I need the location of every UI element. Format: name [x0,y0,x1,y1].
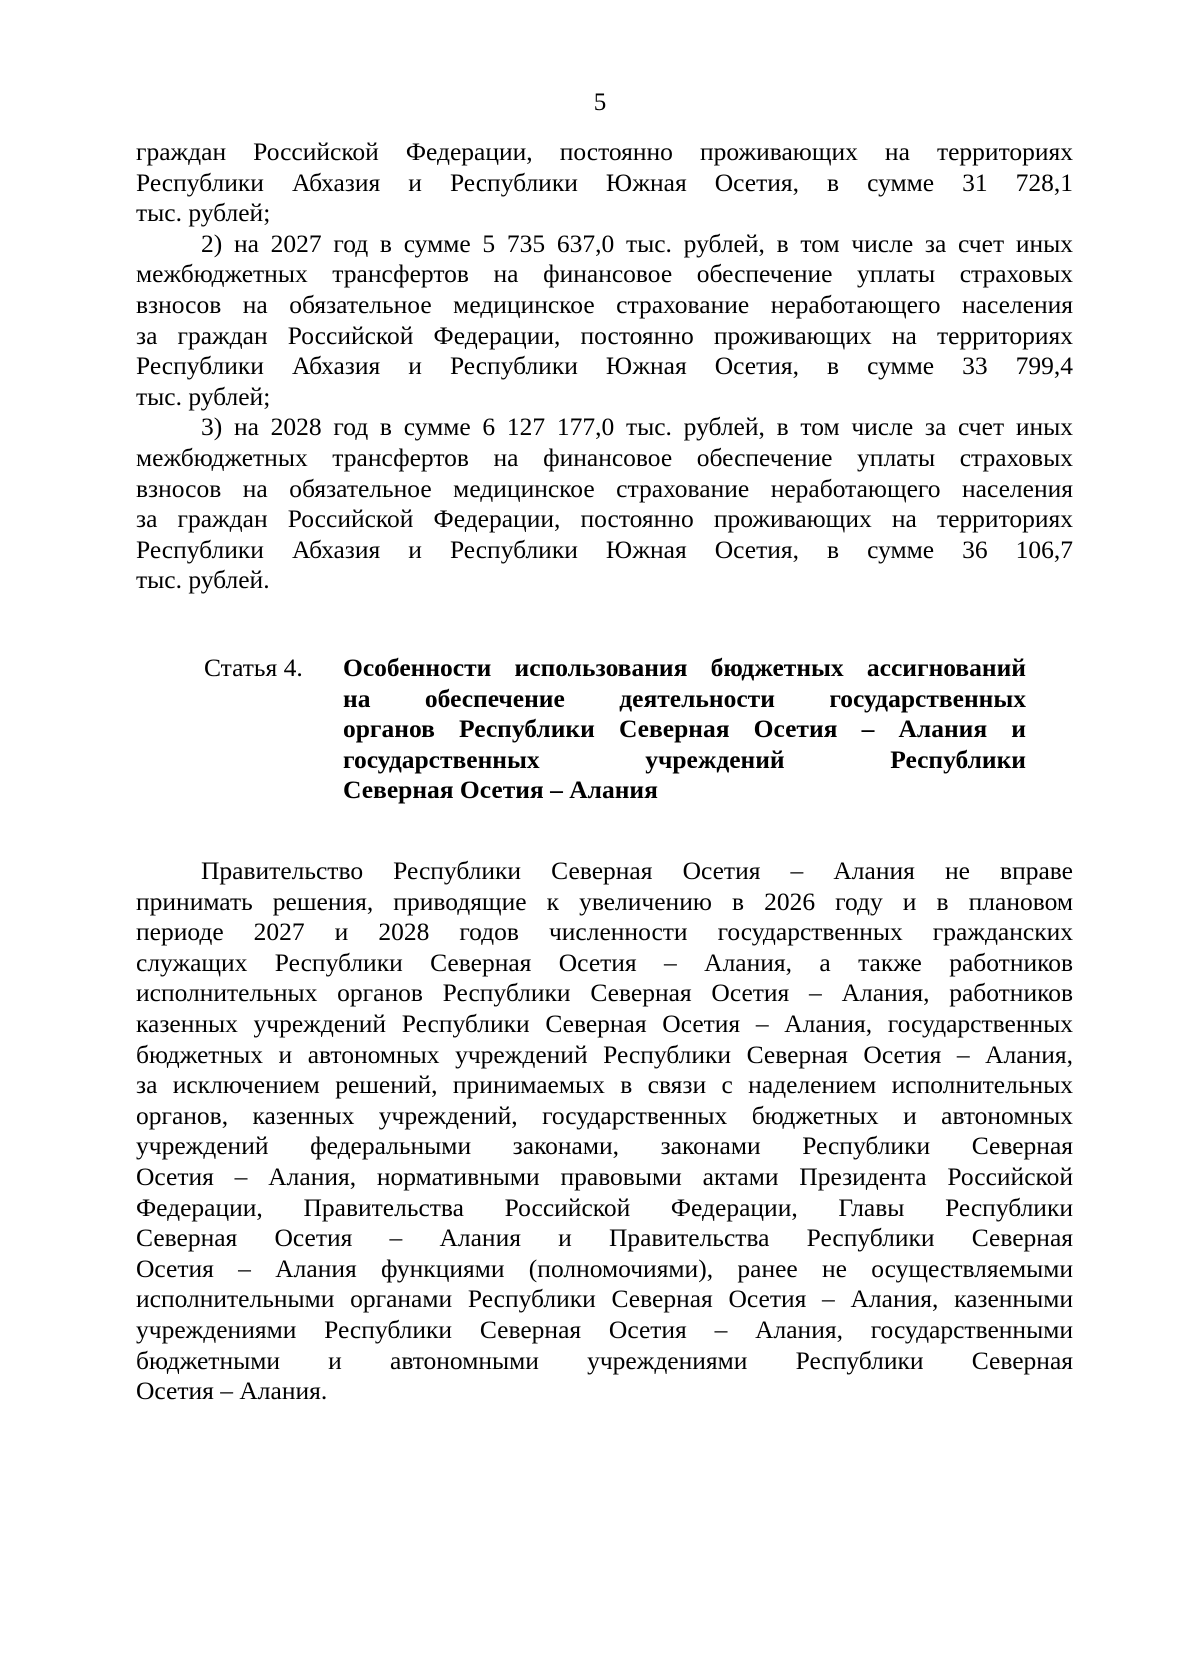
text-line: органов, казенных учреждений, государственных бюджетных и автономных [136,1100,1073,1130]
budget-allocations-text [136,137,1073,596]
text-line: принимать решения, приводящие к увеличению в 2026 году и в плановом [136,886,1073,916]
text-line: учреждениями Республики Северная Осетия – Алания, государственными [136,1314,1073,1344]
text-line: граждан Российской Федерации, постоянно проживающих на территориях [136,137,1073,166]
page-number: 5 [593,89,607,116]
article-title-line: государственных учреждений Республики [343,744,1026,774]
text-line: за исключением решений, принимаемых в связи с наделением исполнительных [136,1070,1073,1100]
article-title-line: органов Республики Северная Осетия – Алания и [343,714,1026,744]
text-line: 2) на 2027 год в сумме 5 735 637,0 тыс. рублей, в том числе за счет иных [201,228,1073,258]
text-line: Республики Абхазия и Республики Южная Осетия, в сумме 36 106,7 [136,534,1073,564]
text-line: Осетия – Алания функциями (полномочиями), ранее не осуществляемыми [136,1253,1073,1283]
text-line: бюджетных и автономных учреждений Республики Северная Осетия – Алания, [136,1039,1073,1069]
article-title [343,653,1026,806]
text-line: Правительство Республики Северная Осетия – Алания не вправе [201,856,1073,885]
text-line: взносов на обязательное медицинское страхование неработающего населения [136,473,1073,503]
text-line: Северная Осетия – Алания и Правительства Республики Северная [136,1223,1073,1253]
article-title-line: Особенности использования бюджетных ассигнований [343,653,1026,682]
article-label: Статья 4. [204,653,303,682]
text-line: межбюджетных трансфертов на финансовое обеспечение уплаты страховых [136,259,1073,289]
text-line: исполнительных органов Республики Северная Осетия – Алания, работников [136,978,1073,1008]
text-line: казенных учреждений Республики Северная Осетия – Алания, государственных [136,1008,1073,1038]
text-line: Осетия – Алания, нормативными правовыми актами Президента Российской [136,1161,1073,1191]
article-title-line: на обеспечение деятельности государственных [343,683,1026,713]
text-line: исполнительными органами Республики Северная Осетия – Алания, казенными [136,1284,1073,1314]
text-line: бюджетными и автономными учреждениями Республики Северная [136,1345,1073,1375]
text-line: Осетия – Алания. [136,1376,328,1406]
text-line: учреждений федеральными законами, законами Республики Северная [136,1131,1073,1161]
text-line: тыс. рублей; [136,381,271,411]
text-line: служащих Республики Северная Осетия – Алания, а также работников [136,947,1073,977]
text-line: Республики Абхазия и Республики Южная Осетия, в сумме 31 728,1 [136,167,1073,197]
article-title-line: Северная Осетия – Алания [343,775,658,805]
article-body-text [136,856,1073,1407]
text-line: за граждан Российской Федерации, постоянно проживающих на территориях [136,504,1073,534]
text-line: 3) на 2028 год в сумме 6 127 177,0 тыс. рублей, в том числе за счет иных [201,412,1073,442]
text-line: Федерации, Правительства Российской Федерации, Главы Республики [136,1192,1073,1222]
text-line: за граждан Российской Федерации, постоянно проживающих на территориях [136,320,1073,350]
text-line: периоде 2027 и 2028 годов численности государственных гражданских [136,917,1073,947]
text-line: взносов на обязательное медицинское страхование неработающего населения [136,289,1073,319]
text-line: межбюджетных трансфертов на финансовое обеспечение уплаты страховых [136,442,1073,472]
text-line: тыс. рублей. [136,565,270,595]
text-line: тыс. рублей; [136,198,271,228]
text-line: Республики Абхазия и Республики Южная Осетия, в сумме 33 799,4 [136,351,1073,381]
